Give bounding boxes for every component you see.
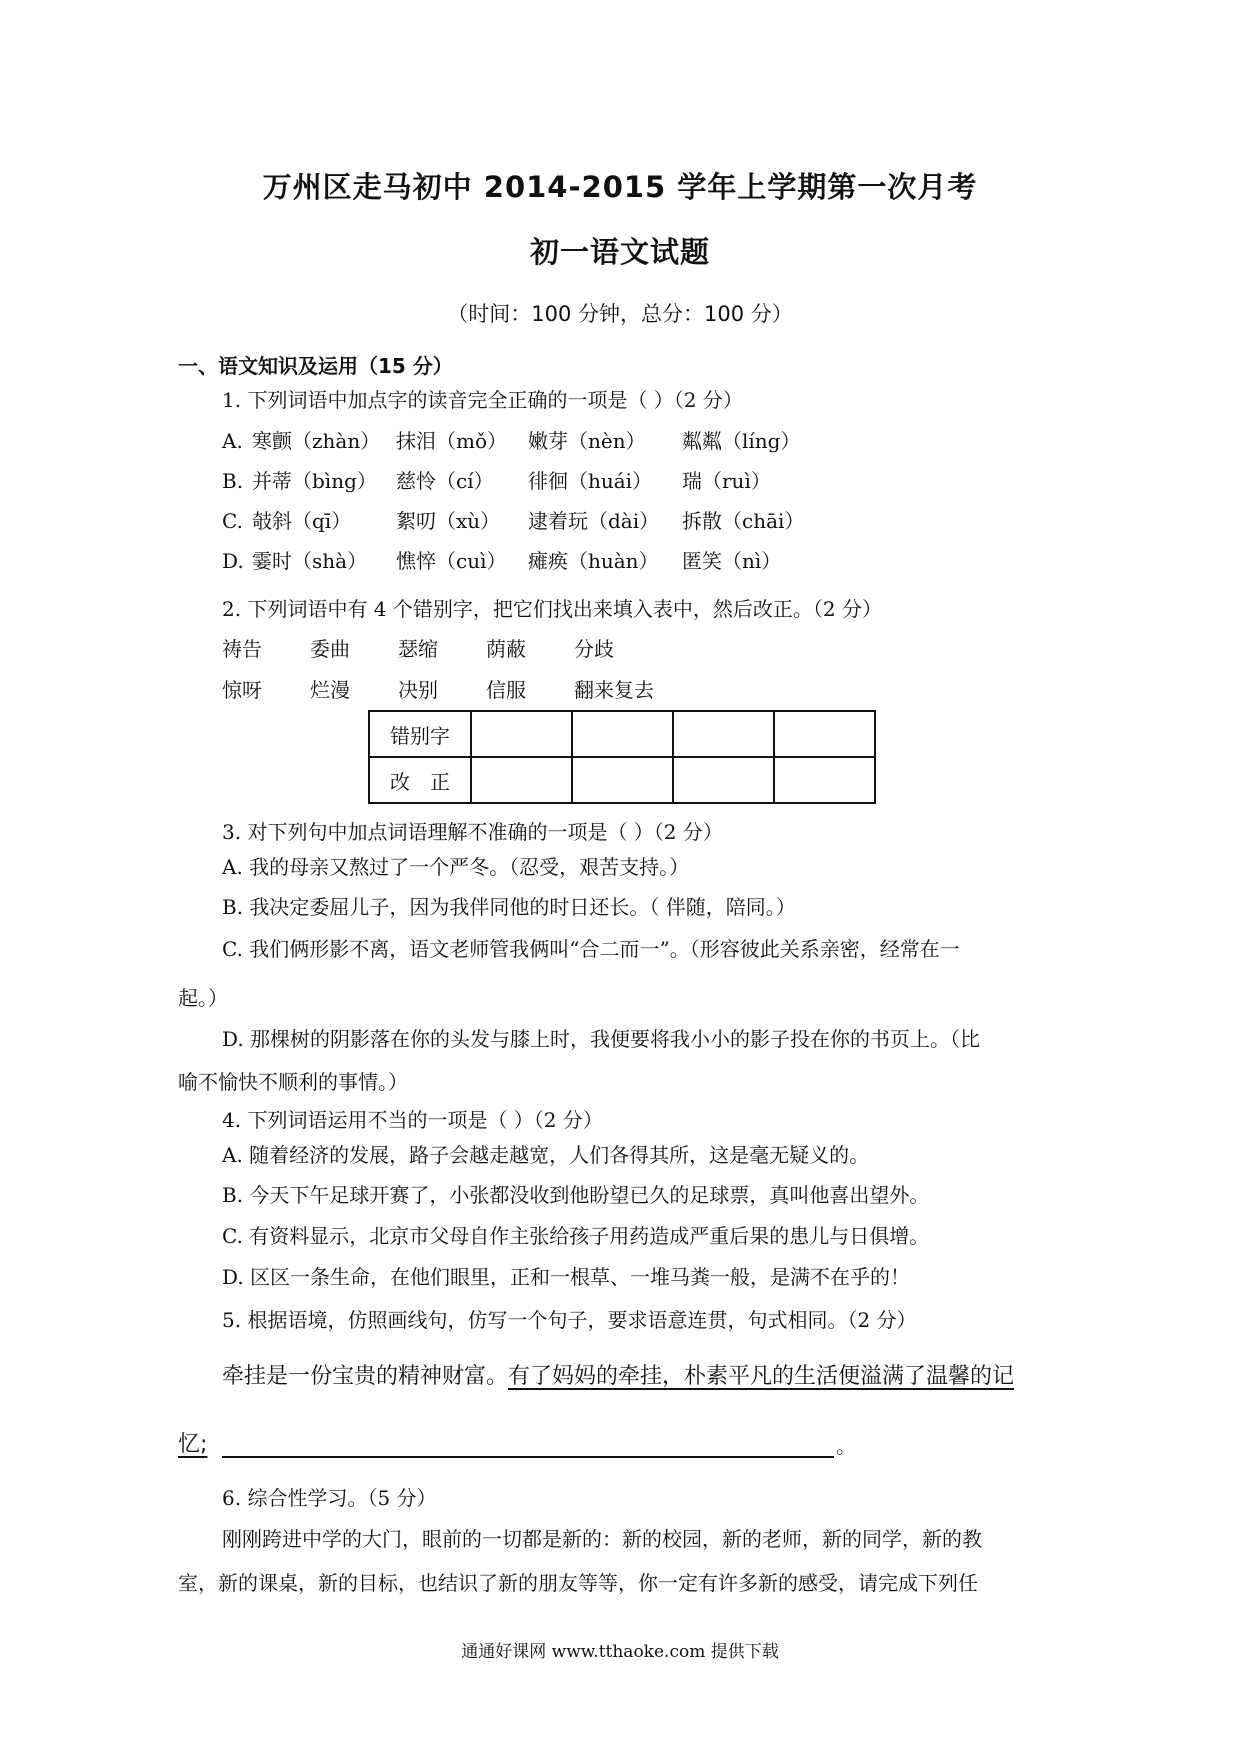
answer-table: [368, 710, 876, 804]
q3-option-c-cont: 起。）: [178, 986, 228, 1010]
q5-model-sentence: [222, 1362, 1014, 1392]
q1-option-c-label: C.: [222, 509, 243, 533]
q2-word: 瑟缩: [398, 637, 438, 661]
q2-stem: 2. 下列词语中有 4 个错别字，把它们找出来填入表中，然后改正。（2 分）: [222, 597, 882, 621]
q1-option-d-item2: 憔悴（cuì）: [396, 549, 507, 573]
q3-option-a: A. 我的母亲又熬过了一个严冬。（忍受，艰苦支持。）: [222, 855, 690, 879]
exam-title: 万州区走马初中 2014-2015 学年上学期第一次月考: [262, 170, 978, 204]
q1-option-b-item1: 并蒂（bìng）: [252, 469, 377, 493]
q2-word: 烂漫: [310, 678, 350, 702]
q1-option-a-item4: 粼粼（líng）: [682, 429, 801, 453]
answer-cell[interactable]: [774, 757, 875, 803]
q4-option-b: B. 今天下午足球开赛了，小张都没收到他盼望已久的足球票，真叫他喜出望外。: [222, 1183, 930, 1207]
q1-option-d-item1: 霎时（shà）: [252, 549, 368, 573]
q2-word: 翻来复去: [574, 678, 654, 702]
page-footer: 通通好课网 www.tthaoke.com 提供下载: [461, 1642, 779, 1662]
q3-option-c: C. 我们俩形影不离，语文老师管我俩叫“合二而一”。（形容彼此关系亲密，经常在一: [222, 937, 960, 961]
q3-option-b: B. 我决定委屈儿子，因为我伴同他的时日还长。（ 伴随，陪同。）: [222, 895, 796, 919]
q2-word: 惊呀: [222, 678, 262, 702]
q5-end-punct: 。: [836, 1434, 856, 1458]
answer-cell[interactable]: [572, 711, 673, 757]
q1-option-b-item4: 瑞（ruì）: [682, 469, 771, 493]
q1-option-b-item3: 徘徊（huái）: [528, 469, 653, 493]
q2-word: 分歧: [574, 637, 614, 661]
q1-option-d-item3: 瘫痪（huàn）: [528, 549, 659, 573]
q4-option-a: A. 随着经济的发展，路子会越走越宽，人们各得其所，这是毫无疑义的。: [222, 1143, 870, 1167]
answer-cell[interactable]: [572, 757, 673, 803]
q1-option-a-item1: 寒颤（zhàn）: [252, 429, 381, 453]
q1-option-d-label: D.: [222, 549, 244, 573]
q2-word: 委曲: [310, 637, 350, 661]
q3-option-d-cont: 喻不愉快不顺利的事情。）: [178, 1070, 408, 1094]
q1-option-c-item2: 絮叨（xù）: [396, 509, 501, 533]
q4-stem: 4. 下列词语运用不当的一项是（ ）（2 分）: [222, 1108, 603, 1132]
section-heading: 一、语文知识及运用（15 分）: [178, 354, 453, 378]
answer-cell[interactable]: [471, 711, 572, 757]
q2-word: 祷告: [222, 637, 262, 661]
q3-stem: 3. 对下列句中加点词语理解不准确的一项是（ ）（2 分）: [222, 820, 723, 844]
q5-lead: 牵挂是一份宝贵的精神财富。: [222, 1364, 509, 1389]
table-head-correction: 改 正: [369, 757, 471, 803]
q4-option-d: D. 区区一条生命，在他们眼里，正和一根草、一堆马粪一般，是满不在乎的！: [222, 1265, 911, 1289]
answer-cell[interactable]: [673, 711, 774, 757]
q2-word: 决别: [398, 678, 438, 702]
q1-option-a-label: A.: [222, 429, 243, 453]
q1-option-c-item4: 拆散（chāi）: [682, 509, 805, 533]
q4-option-c: C. 有资料显示，北京市父母自作主张给孩子用药造成严重后果的患儿与日俱增。: [222, 1224, 930, 1248]
q5-stem: 5. 根据语境，仿照画线句，仿写一个句子，要求语意连贯，句式相同。（2 分）: [222, 1308, 917, 1332]
q1-option-b-label: B.: [222, 469, 244, 493]
answer-cell[interactable]: [471, 757, 572, 803]
table-row: [369, 757, 875, 803]
q1-option-a-item3: 嫩芽（nèn）: [528, 429, 646, 453]
q1-option-d-item4: 匿笑（nì）: [682, 549, 782, 573]
q1-option-b-item2: 慈怜（cí）: [396, 469, 494, 493]
answer-cell[interactable]: [774, 711, 875, 757]
q5-continuation: 忆;: [178, 1432, 208, 1457]
q1-option-c-item3: 逮着玩（dài）: [528, 509, 660, 533]
exam-info: （时间：100 分钟，总分：100 分）: [447, 302, 793, 326]
table-row: [369, 711, 875, 757]
q1-stem: 1. 下列词语中加点字的读音完全正确的一项是（ ）（2 分）: [222, 388, 743, 412]
q5-underlined-sentence: 有了妈妈的牵挂，朴素平凡的生活便溢满了温馨的记: [508, 1364, 1015, 1389]
q5-answer-blank[interactable]: [222, 1456, 834, 1458]
q1-option-c-item1: 攲斜（qī）: [252, 509, 352, 533]
q2-word: 信服: [486, 678, 526, 702]
table-head-typo: 错别字: [369, 711, 471, 757]
q6-paragraph-line2: 室，新的课桌，新的目标，也结识了新的朋友等等，你一定有许多新的感受，请完成下列任: [178, 1571, 978, 1595]
q6-stem: 6. 综合性学习。（5 分）: [222, 1486, 437, 1510]
exam-subtitle: 初一语文试题: [529, 235, 710, 269]
answer-cell[interactable]: [673, 757, 774, 803]
q3-option-d: D. 那棵树的阴影落在你的头发与膝上时，我便要将我小小的影子投在你的书页上。（比: [222, 1027, 981, 1051]
q2-word: 荫蔽: [486, 637, 526, 661]
q6-paragraph-line1: 刚刚跨进中学的大门，眼前的一切都是新的：新的校园，新的老师，新的同学，新的教: [222, 1527, 982, 1551]
q1-option-a-item2: 抹泪（mǒ）: [396, 429, 508, 453]
